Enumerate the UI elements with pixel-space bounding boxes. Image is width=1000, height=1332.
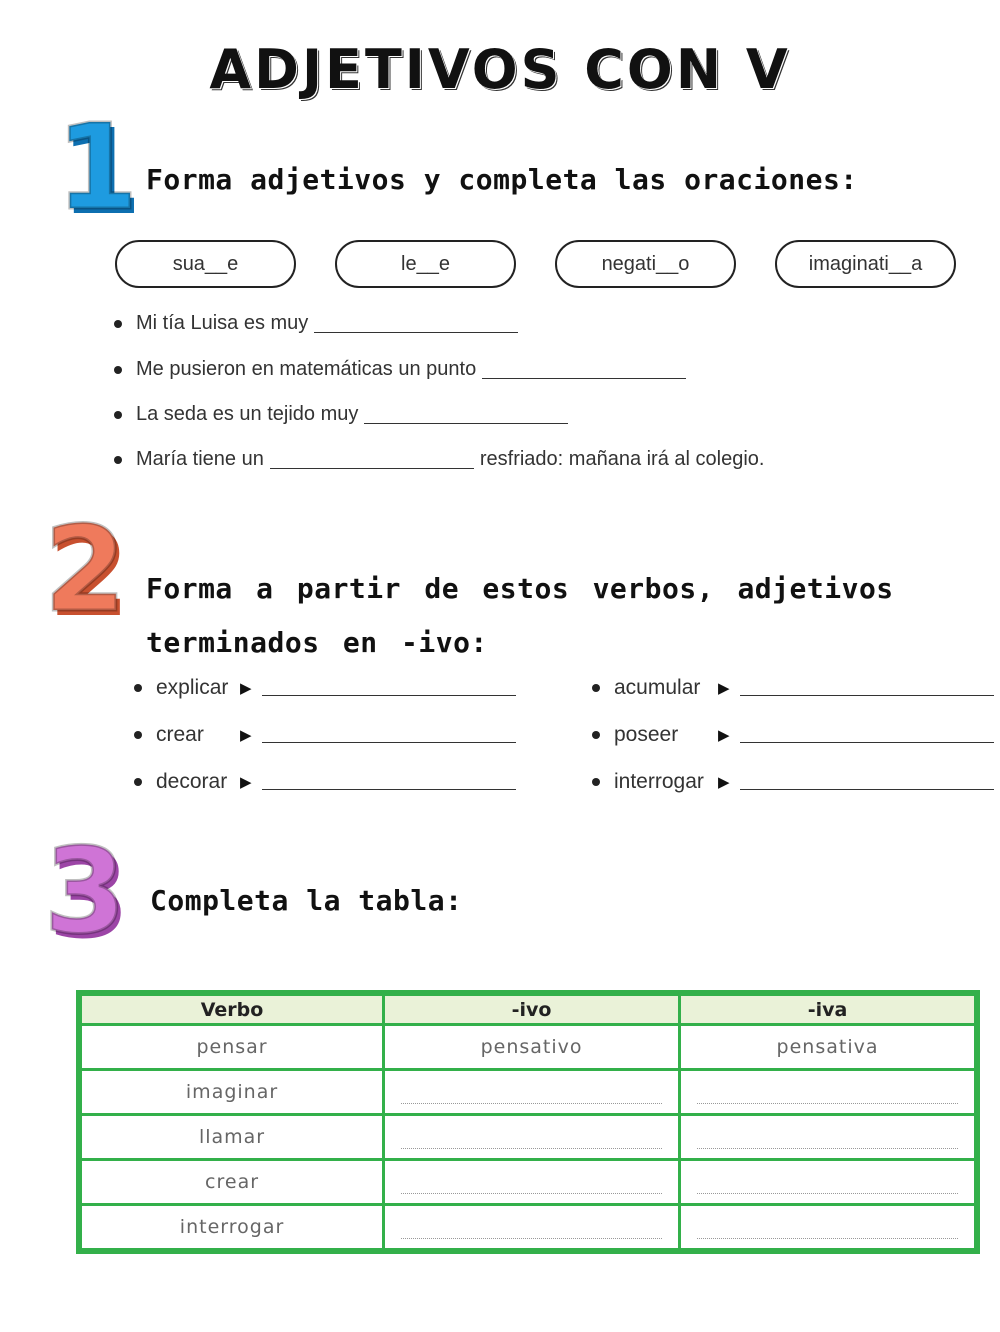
sentence-text: Me pusieron en matemáticas un punto: [136, 358, 477, 380]
word-pill-suave: sua__e: [115, 240, 296, 288]
sentence-item: [114, 312, 524, 335]
table-cell: crear: [81, 1160, 384, 1205]
bullet-icon: [592, 684, 600, 692]
dotted-answer-line[interactable]: [697, 1094, 958, 1104]
column-header: -ivo: [384, 995, 680, 1025]
section-3-number: 3: [44, 822, 127, 960]
sentence-item: [114, 403, 574, 426]
table-cell: llamar: [81, 1115, 384, 1160]
verb-item: [134, 770, 516, 794]
answer-blank[interactable]: [740, 680, 994, 696]
column-header: -iva: [680, 995, 976, 1025]
bullet-icon: [114, 366, 122, 374]
answer-blank[interactable]: [740, 727, 994, 743]
arrow-right-icon: ▶: [718, 774, 730, 791]
dotted-answer-line[interactable]: [697, 1229, 958, 1239]
answer-cell[interactable]: [384, 1070, 680, 1115]
sentence-text-after: resfriado: mañana irá al colegio.: [479, 448, 765, 470]
answer-cell[interactable]: [680, 1160, 976, 1205]
answer-blank[interactable]: [270, 451, 474, 469]
answer-blank[interactable]: [314, 315, 518, 333]
verb-word: crear: [156, 723, 204, 746]
answer-blank[interactable]: [262, 727, 516, 743]
answer-cell[interactable]: [384, 1115, 680, 1160]
answer-blank[interactable]: [482, 361, 686, 379]
arrow-right-icon: ▶: [718, 727, 730, 744]
dotted-answer-line[interactable]: [697, 1184, 958, 1194]
arrow-right-icon: ▶: [240, 774, 252, 791]
arrow-right-icon: ▶: [240, 680, 252, 697]
verb-item: [134, 676, 516, 700]
table-row: [81, 1205, 976, 1250]
table-row: [81, 1115, 976, 1160]
section-3-heading: Completa la tabla:: [150, 884, 463, 917]
table-cell: pensativo: [384, 1025, 680, 1070]
word-pill-negativo: negati__o: [555, 240, 736, 288]
dotted-answer-line[interactable]: [401, 1139, 662, 1149]
bullet-icon: [592, 778, 600, 786]
table-row: [81, 1025, 976, 1070]
sentence-text: Mi tía Luisa es muy: [136, 312, 309, 334]
dotted-answer-line[interactable]: [697, 1139, 958, 1149]
arrow-right-icon: ▶: [718, 680, 730, 697]
verb-word: poseer: [614, 723, 679, 746]
dotted-answer-line[interactable]: [401, 1229, 662, 1239]
section-1-heading: Forma adjetivos y completa las oraciones:: [146, 163, 858, 196]
arrow-right-icon: ▶: [240, 727, 252, 744]
answer-cell[interactable]: [680, 1115, 976, 1160]
verb-word: interrogar: [614, 770, 704, 793]
verb-word: acumular: [614, 676, 701, 699]
verb-item: [592, 676, 994, 700]
bullet-icon: [134, 778, 142, 786]
table-cell: imaginar: [81, 1070, 384, 1115]
answer-blank[interactable]: [262, 680, 516, 696]
bullet-icon: [114, 456, 122, 464]
verb-table: [76, 990, 980, 1254]
table-header-row: [81, 995, 976, 1025]
word-pill-leve: le__e: [335, 240, 516, 288]
verb-item: [134, 723, 516, 747]
bullet-icon: [592, 731, 600, 739]
answer-cell[interactable]: [384, 1205, 680, 1250]
verb-word: decorar: [156, 770, 228, 793]
column-header: Verbo: [81, 995, 384, 1025]
answer-cell[interactable]: [384, 1160, 680, 1205]
answer-cell[interactable]: [680, 1070, 976, 1115]
bullet-icon: [134, 684, 142, 692]
table-cell: interrogar: [81, 1205, 384, 1250]
answer-blank[interactable]: [740, 774, 994, 790]
answer-cell[interactable]: [680, 1205, 976, 1250]
worksheet-title: ADJETIVOS CON V: [209, 38, 791, 101]
sentence-item: [114, 448, 764, 471]
bullet-icon: [134, 731, 142, 739]
section-1-number: 1: [56, 98, 139, 236]
answer-blank[interactable]: [364, 406, 568, 424]
answer-blank[interactable]: [262, 774, 516, 790]
section-2-number: 2: [44, 500, 127, 638]
table-cell: pensativa: [680, 1025, 976, 1070]
table-row: [81, 1160, 976, 1205]
sentence-text: María tiene un: [136, 448, 264, 470]
bullet-icon: [114, 320, 122, 328]
dotted-answer-line[interactable]: [401, 1094, 662, 1104]
table-row: [81, 1070, 976, 1115]
dotted-answer-line[interactable]: [401, 1184, 662, 1194]
word-pill-imaginativa: imaginati__a: [775, 240, 956, 288]
verb-word: explicar: [156, 676, 229, 699]
section-2-heading: Forma a partir de estos verbos, adjetivos terminados en -ivo:: [146, 572, 894, 659]
verb-item: [592, 723, 994, 747]
table-cell: pensar: [81, 1025, 384, 1070]
sentence-text: La seda es un tejido muy: [136, 403, 359, 425]
bullet-icon: [114, 411, 122, 419]
verb-item: [592, 770, 994, 794]
sentence-item: [114, 358, 692, 381]
